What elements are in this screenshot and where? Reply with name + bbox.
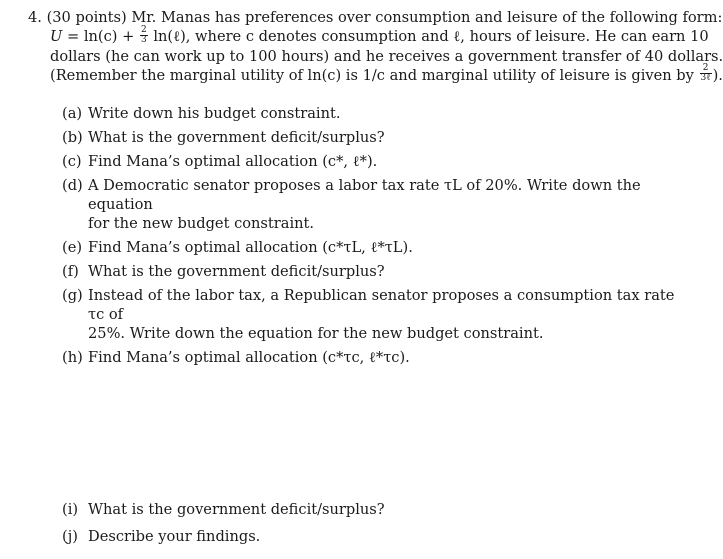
problem-header: (30 points) Mr. Manas has preferences over consumption and leisure of the following form:	[46, 9, 723, 26]
question-g	[62, 286, 682, 343]
question-d	[62, 176, 682, 233]
question-h	[62, 348, 682, 367]
marginal-utility-note: (Remember the marginal utility of ln(c) is 1/c and marginal utility of leisure is given by	[50, 66, 694, 84]
problem-number: 4.	[28, 9, 42, 26]
question-label: (f)	[62, 263, 79, 280]
question-text-line-2: 25%. Write down the equation for the new budget constraint.	[88, 325, 544, 342]
fraction-marginal-leisure	[700, 64, 712, 83]
question-label: (i)	[62, 501, 79, 518]
problem-line-3: dollars (he can work up to 100 hours) and he receives a government transfer of 40 dollars.	[50, 47, 723, 65]
question-text-line-2: for the new budget constraint.	[88, 215, 315, 232]
marginal-utility-close: ).	[712, 66, 723, 84]
question-b	[62, 128, 682, 147]
question-label: (e)	[62, 239, 83, 256]
problem-line-1	[28, 8, 723, 27]
problem-statement	[28, 8, 723, 85]
question-i	[62, 500, 682, 519]
question-label: (c)	[62, 153, 82, 170]
question-e	[62, 238, 682, 257]
question-text: Find Mana’s optimal allocation (c*, ℓ*).	[88, 153, 378, 170]
question-list-bottom	[62, 500, 682, 551]
question-label: (j)	[62, 528, 78, 545]
question-label: (h)	[62, 349, 83, 366]
question-text	[88, 286, 682, 343]
question-text-line-1: A Democratic senator proposes a labor tax rate τL of 20%. Write down the equation	[88, 177, 641, 213]
question-a	[62, 104, 682, 123]
problem-line-2	[28, 24, 709, 47]
utility-rest: ln(ℓ), where c denotes consumption and ℓ, hours of leisure. He can earn 10	[148, 28, 709, 45]
question-c	[62, 152, 682, 171]
question-text: Write down his budget constraint.	[88, 105, 341, 122]
question-text-line-1: Instead of the labor tax, a Republican senator proposes a consumption tax rate τc of	[88, 287, 675, 323]
fraction-numerator: 2	[700, 64, 712, 74]
question-text: What is the government deficit/surplus?	[88, 263, 385, 280]
question-label: (d)	[62, 177, 83, 194]
question-j	[62, 527, 682, 546]
question-text: What is the government deficit/surplus?	[88, 501, 385, 518]
fraction-denominator: 3	[140, 34, 147, 45]
fraction-denominator: 3ℓ	[700, 73, 711, 83]
question-label: (b)	[62, 129, 83, 146]
question-label: (a)	[62, 105, 83, 122]
problem-line-4	[28, 63, 723, 86]
question-list-top	[62, 104, 682, 372]
fraction-numerator: 2	[140, 24, 147, 35]
question-text	[88, 176, 682, 233]
fraction-two-thirds	[140, 26, 148, 45]
question-text: What is the government deficit/surplus?	[88, 129, 385, 146]
question-text: Find Mana’s optimal allocation (c*τc, ℓ*τc).	[88, 349, 410, 366]
utility-symbol: U =	[50, 28, 84, 45]
question-text: Describe your findings.	[88, 528, 261, 545]
question-label: (g)	[62, 287, 83, 304]
question-text: Find Mana’s optimal allocation (c*τL, ℓ*τL).	[88, 239, 413, 256]
utility-ln-c: ln(c) +	[83, 28, 139, 45]
question-f	[62, 262, 682, 281]
